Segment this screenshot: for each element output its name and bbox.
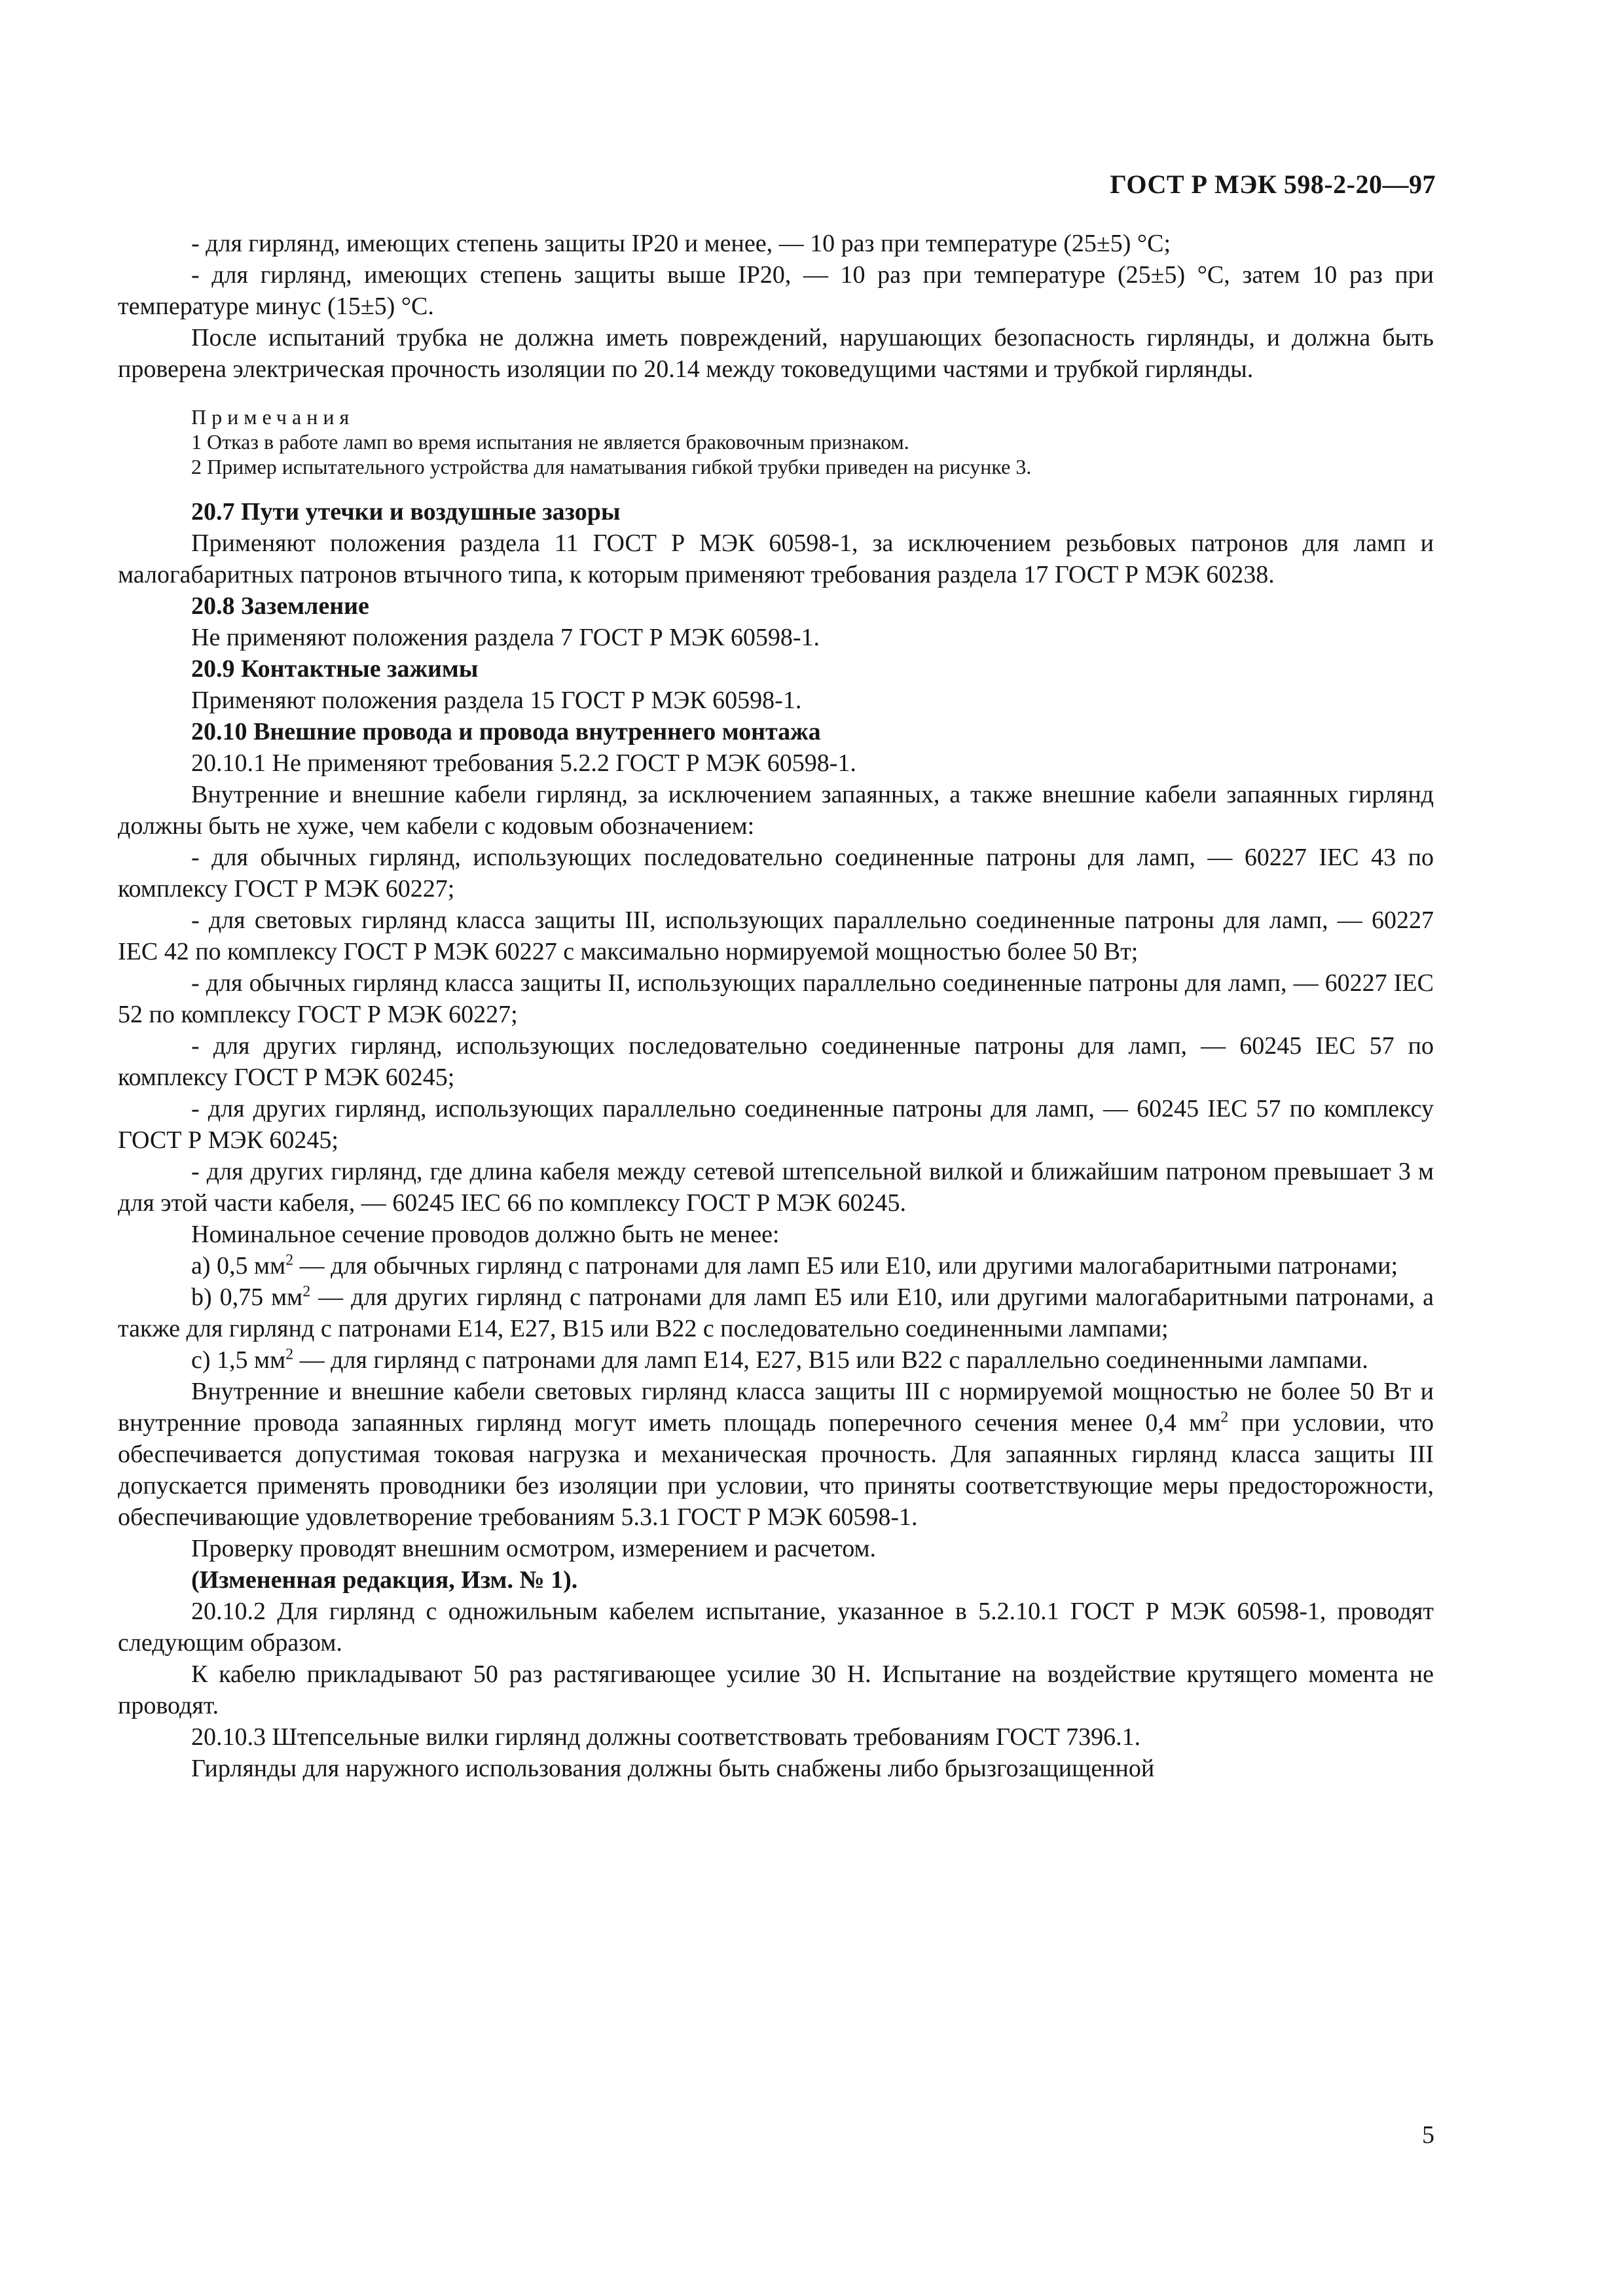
notes-title: Примечания: [191, 405, 355, 429]
paragraph: Гирлянды для наружного использования должны быть снабжены либо брызгозащищенной: [191, 1755, 1155, 1782]
list-item-b: b) 0,75 $мм^2$ — для других гирлянд с патронами для ламп Е5 или Е10, или другими малогабаритными патронами, а также для гирлянд с патронами Е14, Е27, В15 или В22 с последовательно соединенными лампами;: [118, 1283, 1434, 1342]
note-item: 2 Пример испытательного устройства для наматывания гибкой трубки приведен на рисунке 3.: [191, 455, 1032, 478]
paragraph: 20.10.1 Не применяют требования 5.2.2 ГОСТ Р МЭК 60598-1.: [191, 749, 856, 777]
section-heading-20-8: 20.8 Заземление: [191, 592, 369, 620]
paragraph: 20.10.3 Штепсельные вилки гирлянд должны соответствовать требованиям ГОСТ 7396.1.: [191, 1723, 1141, 1751]
paragraph: Применяют положения раздела 15 ГОСТ Р МЭК 60598-1.: [191, 687, 802, 714]
list-item: - для обычных гирлянд, использующих последовательно соединенные патроны для ламп, — 60227 IEC 43 по комплексу ГОСТ Р МЭК 60227;: [118, 844, 1434, 903]
list-item: - для обычных гирлянд класса защиты II, использующих параллельно соединенные патроны для ламп, — 60227 IEC 52 по комплексу ГОСТ Р МЭК 60227;: [118, 969, 1434, 1028]
list-item: - для других гирлянд, где длина кабеля между сетевой штепсельной вилкой и ближайшим патроном превышает 3 м для этой части кабеля, — 60245 IEC 66 по комплексу ГОСТ Р МЭК 60245.: [118, 1158, 1434, 1217]
list-item: - для других гирлянд, использующих параллельно соединенные патроны для ламп, — 60245 IEC 57 по комплексу ГОСТ Р МЭК 60245;: [118, 1095, 1434, 1154]
paragraph: 20.10.2 Для гирлянд с одножильным кабелем испытание, указанное в 5.2.10.1 ГОСТ Р МЭК 60598-1, проводят следующим образом.: [118, 1598, 1434, 1657]
note-item: 1 Отказ в работе ламп во время испытания не является браковочным признаком.: [191, 430, 909, 454]
paragraph: Номинальное сечение проводов должно быть не менее:: [191, 1221, 780, 1248]
page-number: 5: [1422, 2121, 1434, 2149]
list-item: - для других гирлянд, использующих последовательно соединенные патроны для ламп, — 60245 IEC 57 по комплексу ГОСТ Р МЭК 60245;: [118, 1032, 1434, 1091]
paragraph: После испытаний трубка не должна иметь повреждений, нарушающих безопасность гирлянды, и должна быть проверена электрическая прочность изоляции по 20.14 между токоведущими частями и трубкой гирлянды.: [118, 324, 1434, 383]
document-body: [118, 228, 1434, 1784]
paragraph: К кабелю прикладывают 50 раз растягивающее усилие 30 Н. Испытание на воздействие крутящего момента не проводят.: [118, 1660, 1434, 1719]
paragraph: Внутренние и внешние кабели гирлянд, за исключением запаянных, а также внешние кабели запаянных гирлянд должны быть не хуже, чем кабели с кодовым обозначением:: [118, 781, 1434, 840]
section-heading-20-9: 20.9 Контактные зажимы: [191, 655, 479, 683]
list-item: - для световых гирлянд класса защиты III, использующих параллельно соединенные патроны для ламп, — 60227 IEC 42 по комплексу ГОСТ Р МЭК 60227 с максимально нормируемой мощностью более 50 Вт;: [118, 906, 1434, 965]
paragraph: Применяют положения раздела 11 ГОСТ Р МЭК 60598-1, за исключением резьбовых патронов для ламп и малогабаритных патронов втычного типа, к которым применяют требования раздела 17 ГОСТ Р МЭК 60238.: [118, 529, 1434, 588]
document-id-header: ГОСТ Р МЭК 598-2-20—97: [1110, 170, 1436, 199]
section-heading-20-10: 20.10 Внешние провода и провода внутреннего монтажа: [191, 718, 821, 745]
paragraph: - для гирлянд, имеющих степень защиты IP20 и менее, — 10 раз при температуре (25±5) °С;: [191, 230, 1171, 257]
section-heading-20-7: 20.7 Пути утечки и воздушные зазоры: [191, 498, 621, 526]
amendment-note: (Измененная редакция, Изм. № 1).: [191, 1566, 578, 1594]
list-item-a: а) 0,5 $мм^2$ — для обычных гирлянд с патронами для ламп Е5 или Е10, или другими малогабаритными патронами;: [191, 1251, 1398, 1280]
paragraph: - для гирлянд, имеющих степень защиты выше IP20, — 10 раз при температуре (25±5) °С, затем 10 раз при температуре минус (15±5) °С.: [118, 261, 1434, 320]
list-item-c: с) 1,5 $мм^2$ — для гирлянд с патронами для ламп Е14, Е27, В15 или В22 с параллельно соединенными лампами.: [191, 1346, 1368, 1374]
paragraph: Внутренние и внешние кабели световых гирлянд класса защиты III с нормируемой мощностью не более 50 Вт и внутренние провода запаянных гирлянд могут иметь площадь поперечного сечения менее 0,4 $мм^2$ при условии, что обеспечивается допустимая токовая нагрузка и механическая прочность. Для запаянных гирлянд класса защиты III допускается применять проводники без изоляции при условии, что приняты соответствующие меры предосторожности, обеспечивающие удовлетворение требованиям 5.3.1 ГОСТ Р МЭК 60598-1.: [118, 1378, 1434, 1531]
paragraph: Не применяют положения раздела 7 ГОСТ Р МЭК 60598-1.: [191, 624, 820, 651]
notes-block: [118, 404, 1434, 479]
paragraph: Проверку проводят внешним осмотром, измерением и расчетом.: [191, 1535, 877, 1562]
